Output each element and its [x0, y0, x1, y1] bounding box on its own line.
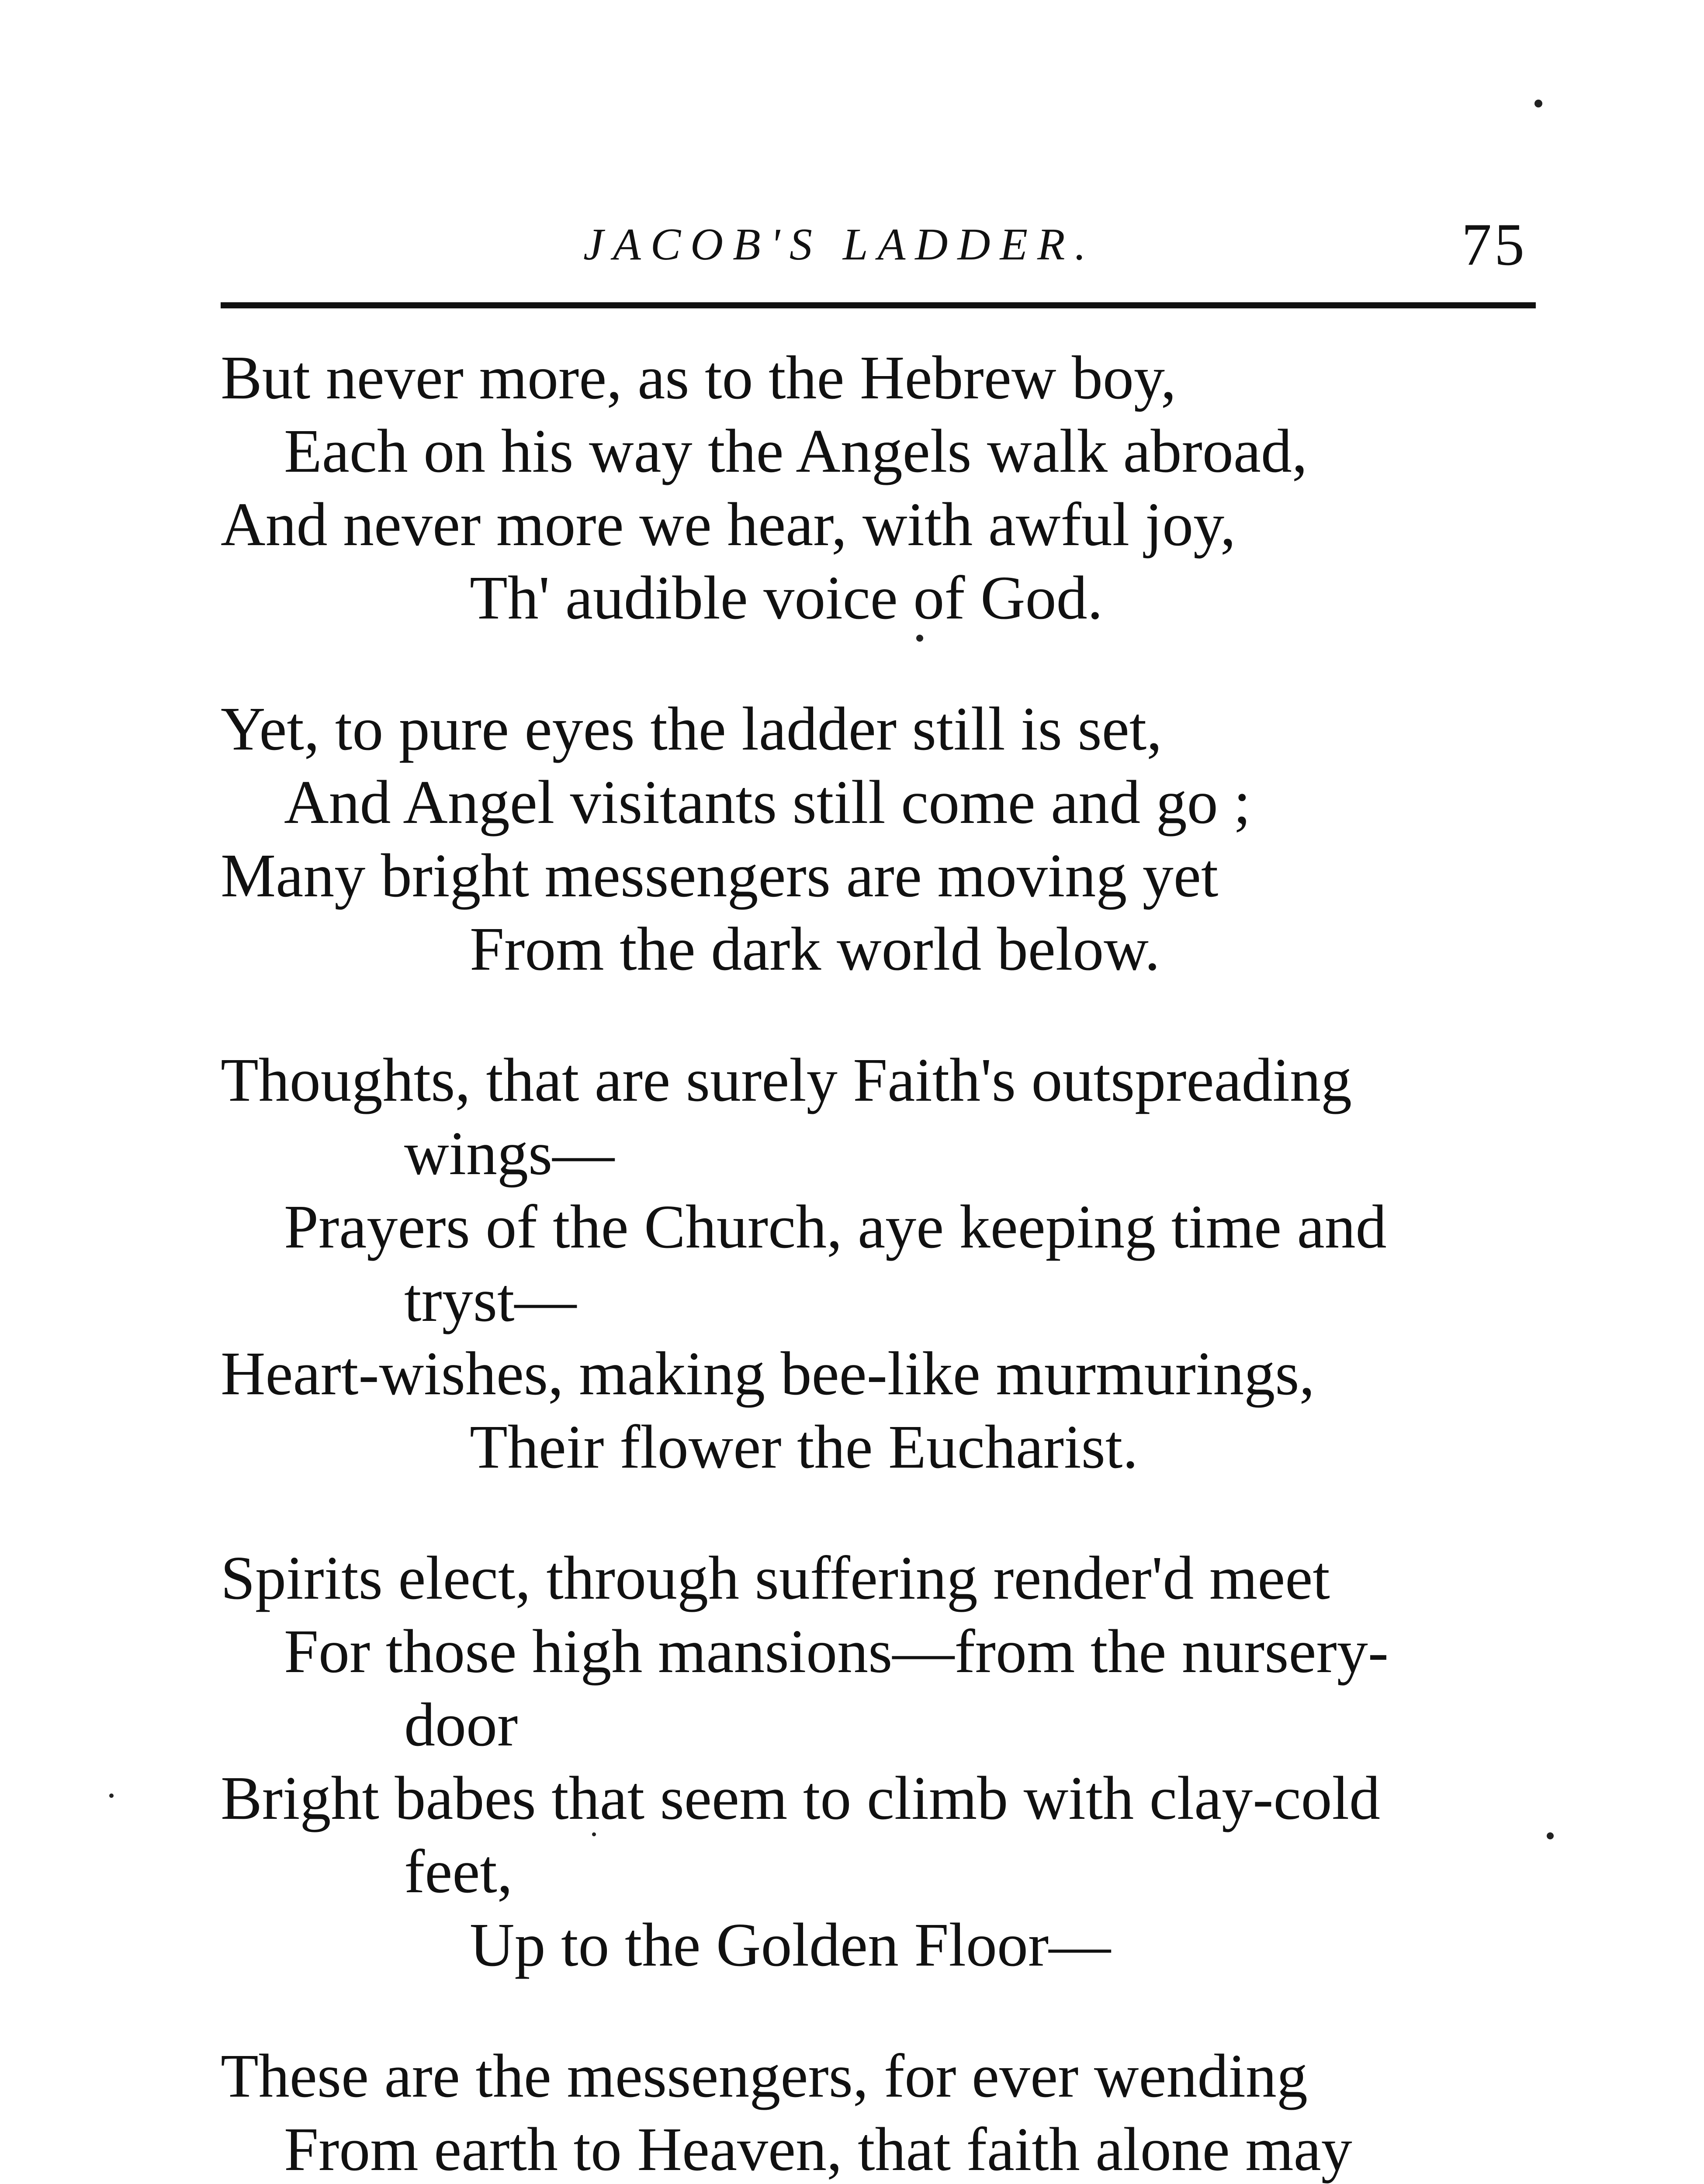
poem-line: Each on his way the Angels walk abroad, — [284, 416, 1308, 485]
page-number: 75 — [1462, 211, 1527, 278]
poem-line: feet, — [404, 1837, 513, 1906]
stanza-2 — [221, 692, 1553, 985]
poem-line: Thoughts, that are surely Faith's outspreading — [221, 1045, 1352, 1114]
poem-line: tryst— — [404, 1265, 577, 1334]
poem-line: These are the messengers, for ever wending — [221, 2041, 1308, 2110]
poem-line: Many bright messengers are moving yet — [221, 841, 1219, 910]
stanza-3 — [221, 1043, 1553, 1483]
stanza-1 — [221, 341, 1553, 634]
poem-line: Heart-wishes, making bee-like murmurings, — [221, 1339, 1315, 1408]
print-speck — [1534, 100, 1542, 107]
poem-line: Th' audible voice of God. — [470, 563, 1103, 632]
poem-line: But never more, as to the Hebrew boy, — [221, 343, 1177, 412]
page-header — [221, 210, 1536, 280]
poem-line: For those high mansions—from the nursery- — [284, 1617, 1389, 1686]
poem-line: Their flower the Eucharist. — [470, 1412, 1138, 1481]
poem-line: door — [404, 1690, 518, 1759]
running-title: JACOB'S LADDER. — [583, 219, 1096, 270]
stanza-4 — [221, 1541, 1553, 1981]
poem-line: Prayers of the Church, aye keeping time and — [284, 1192, 1387, 1261]
poem-body — [221, 341, 1553, 2184]
print-speck — [109, 1794, 114, 1798]
poem-line: Yet, to pure eyes the ladder still is set, — [221, 694, 1162, 763]
print-speck — [592, 1832, 596, 1836]
header-rule — [221, 302, 1536, 308]
poem-line: And Angel visitants still come and go ; — [284, 767, 1251, 836]
poem-line: And never more we hear, with awful joy, — [221, 490, 1236, 559]
poem-line: Spirits elect, through suffering render'd meet — [221, 1543, 1330, 1612]
print-speck — [1547, 1832, 1554, 1839]
poem-line: Up to the Golden Floor— — [470, 1910, 1111, 1979]
poem-line: From earth to Heaven, that faith alone may — [284, 2115, 1352, 2184]
stanza-5 — [221, 2039, 1553, 2184]
poem-line: Bright babes that seem to climb with clay-cold — [221, 1763, 1380, 1832]
print-speck — [916, 635, 923, 642]
poem-line: wings— — [404, 1119, 615, 1188]
poem-line: From the dark world below. — [470, 914, 1160, 983]
